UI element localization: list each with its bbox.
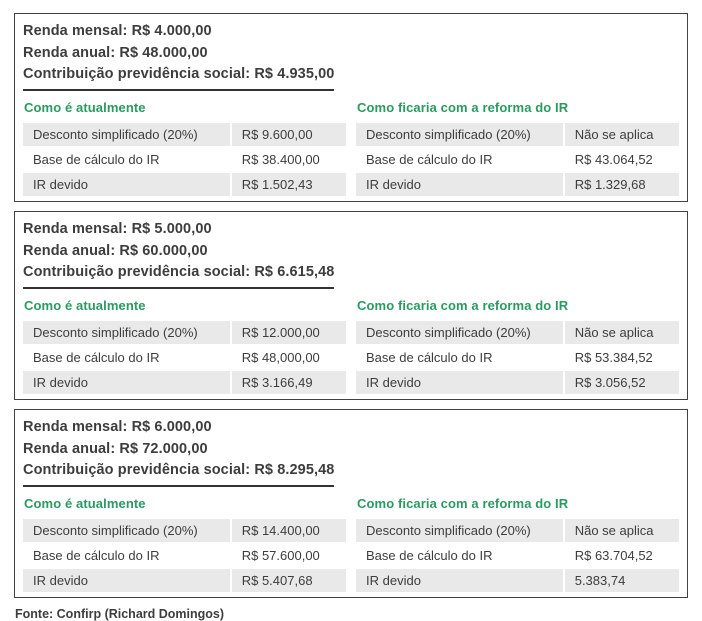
table-row bbox=[356, 148, 679, 171]
current-rule-table bbox=[23, 495, 346, 592]
reform-rule-rows bbox=[356, 519, 679, 592]
row-value: R$ 38.400,00 bbox=[232, 148, 346, 171]
table-row bbox=[23, 346, 346, 369]
table-row bbox=[23, 148, 346, 171]
row-label: Base de cálculo do IR bbox=[356, 148, 563, 171]
reform-rule-table bbox=[356, 297, 679, 394]
comparison-tables bbox=[23, 495, 679, 592]
current-rule-title: Como é atualmente bbox=[24, 100, 146, 115]
row-value: 5.383,74 bbox=[565, 569, 679, 592]
table-row bbox=[356, 519, 679, 542]
row-value: R$ 14.400,00 bbox=[232, 519, 346, 542]
current-rule-title: Como é atualmente bbox=[24, 496, 146, 511]
current-rule-title: Como é atualmente bbox=[24, 298, 146, 313]
row-label: Desconto simplificado (20%) bbox=[356, 321, 563, 344]
reform-rule-rows bbox=[356, 123, 679, 196]
row-label: Desconto simplificado (20%) bbox=[23, 123, 230, 146]
monthly-income-line: Renda mensal: R$ 5.000,00 bbox=[23, 221, 212, 237]
row-value: R$ 3.056,52 bbox=[565, 371, 679, 394]
row-label: Desconto simplificado (20%) bbox=[23, 321, 230, 344]
table-row bbox=[23, 321, 346, 344]
current-rule-rows bbox=[23, 519, 346, 592]
reform-rule-table bbox=[356, 495, 679, 592]
row-label: IR devido bbox=[356, 371, 563, 394]
row-value: Não se aplica bbox=[565, 321, 679, 344]
social-security-line bbox=[23, 262, 679, 289]
annual-income-line: Renda anual: R$ 72.000,00 bbox=[23, 441, 208, 457]
reform-rule-rows bbox=[356, 321, 679, 394]
row-value: R$ 53.384,52 bbox=[565, 346, 679, 369]
row-label: IR devido bbox=[356, 173, 563, 196]
monthly-income-line: Renda mensal: R$ 6.000,00 bbox=[23, 419, 212, 435]
row-label: IR devido bbox=[23, 173, 230, 196]
table-row bbox=[356, 123, 679, 146]
current-rule-table bbox=[23, 99, 346, 196]
row-label: Desconto simplificado (20%) bbox=[356, 519, 563, 542]
reform-rule-title: Como ficaria com a reforma do IR bbox=[357, 496, 569, 511]
row-label: Base de cálculo do IR bbox=[356, 544, 563, 567]
table-row bbox=[23, 123, 346, 146]
row-label: Base de cálculo do IR bbox=[23, 544, 230, 567]
table-row bbox=[356, 569, 679, 592]
row-value: R$ 5.407,68 bbox=[232, 569, 346, 592]
table-row bbox=[23, 544, 346, 567]
row-label: Desconto simplificado (20%) bbox=[23, 519, 230, 542]
social-security-line bbox=[23, 460, 679, 487]
income-scenario-panel-4000 bbox=[14, 13, 688, 202]
annual-income-line: Renda anual: R$ 48.000,00 bbox=[23, 45, 208, 61]
table-row bbox=[23, 173, 346, 196]
row-label: IR devido bbox=[23, 371, 230, 394]
row-value: R$ 63.704,52 bbox=[565, 544, 679, 567]
table-row bbox=[23, 371, 346, 394]
table-row bbox=[23, 519, 346, 542]
reform-rule-title: Como ficaria com a reforma do IR bbox=[357, 298, 569, 313]
row-value: R$ 3.166,49 bbox=[232, 371, 346, 394]
current-rule-rows bbox=[23, 321, 346, 394]
current-rule-table bbox=[23, 297, 346, 394]
row-label: Desconto simplificado (20%) bbox=[356, 123, 563, 146]
row-value: Não se aplica bbox=[565, 519, 679, 542]
row-label: IR devido bbox=[23, 569, 230, 592]
row-label: Base de cálculo do IR bbox=[23, 148, 230, 171]
row-value: R$ 48,000,00 bbox=[232, 346, 346, 369]
source-credit: Fonte: Confirp (Richard Domingos) bbox=[15, 607, 225, 621]
row-value: R$ 12.000,00 bbox=[232, 321, 346, 344]
row-value: Não se aplica bbox=[565, 123, 679, 146]
table-row bbox=[23, 569, 346, 592]
monthly-income-line: Renda mensal: R$ 4.000,00 bbox=[23, 23, 212, 39]
row-label: Base de cálculo do IR bbox=[356, 346, 563, 369]
table-row bbox=[356, 173, 679, 196]
current-rule-rows bbox=[23, 123, 346, 196]
row-value: R$ 57.600,00 bbox=[232, 544, 346, 567]
row-value: R$ 9.600,00 bbox=[232, 123, 346, 146]
table-row bbox=[356, 371, 679, 394]
social-security-value: Contribuição previdência social: R$ 8.295,48 bbox=[23, 460, 334, 487]
social-security-line bbox=[23, 64, 679, 91]
social-security-value: Contribuição previdência social: R$ 6.615,48 bbox=[23, 262, 334, 289]
table-row bbox=[356, 544, 679, 567]
comparison-tables bbox=[23, 297, 679, 394]
row-label: Base de cálculo do IR bbox=[23, 346, 230, 369]
row-value: R$ 1.329,68 bbox=[565, 173, 679, 196]
income-scenario-panel-5000 bbox=[14, 211, 688, 400]
annual-income-line: Renda anual: R$ 60.000,00 bbox=[23, 243, 208, 259]
social-security-value: Contribuição previdência social: R$ 4.935,00 bbox=[23, 64, 334, 91]
table-row bbox=[356, 321, 679, 344]
row-value: R$ 43.064,52 bbox=[565, 148, 679, 171]
comparison-tables bbox=[23, 99, 679, 196]
reform-rule-table bbox=[356, 99, 679, 196]
row-value: R$ 1.502,43 bbox=[232, 173, 346, 196]
income-scenario-panel-6000 bbox=[14, 409, 688, 598]
row-label: IR devido bbox=[356, 569, 563, 592]
reform-rule-title: Como ficaria com a reforma do IR bbox=[357, 100, 569, 115]
table-row bbox=[356, 346, 679, 369]
